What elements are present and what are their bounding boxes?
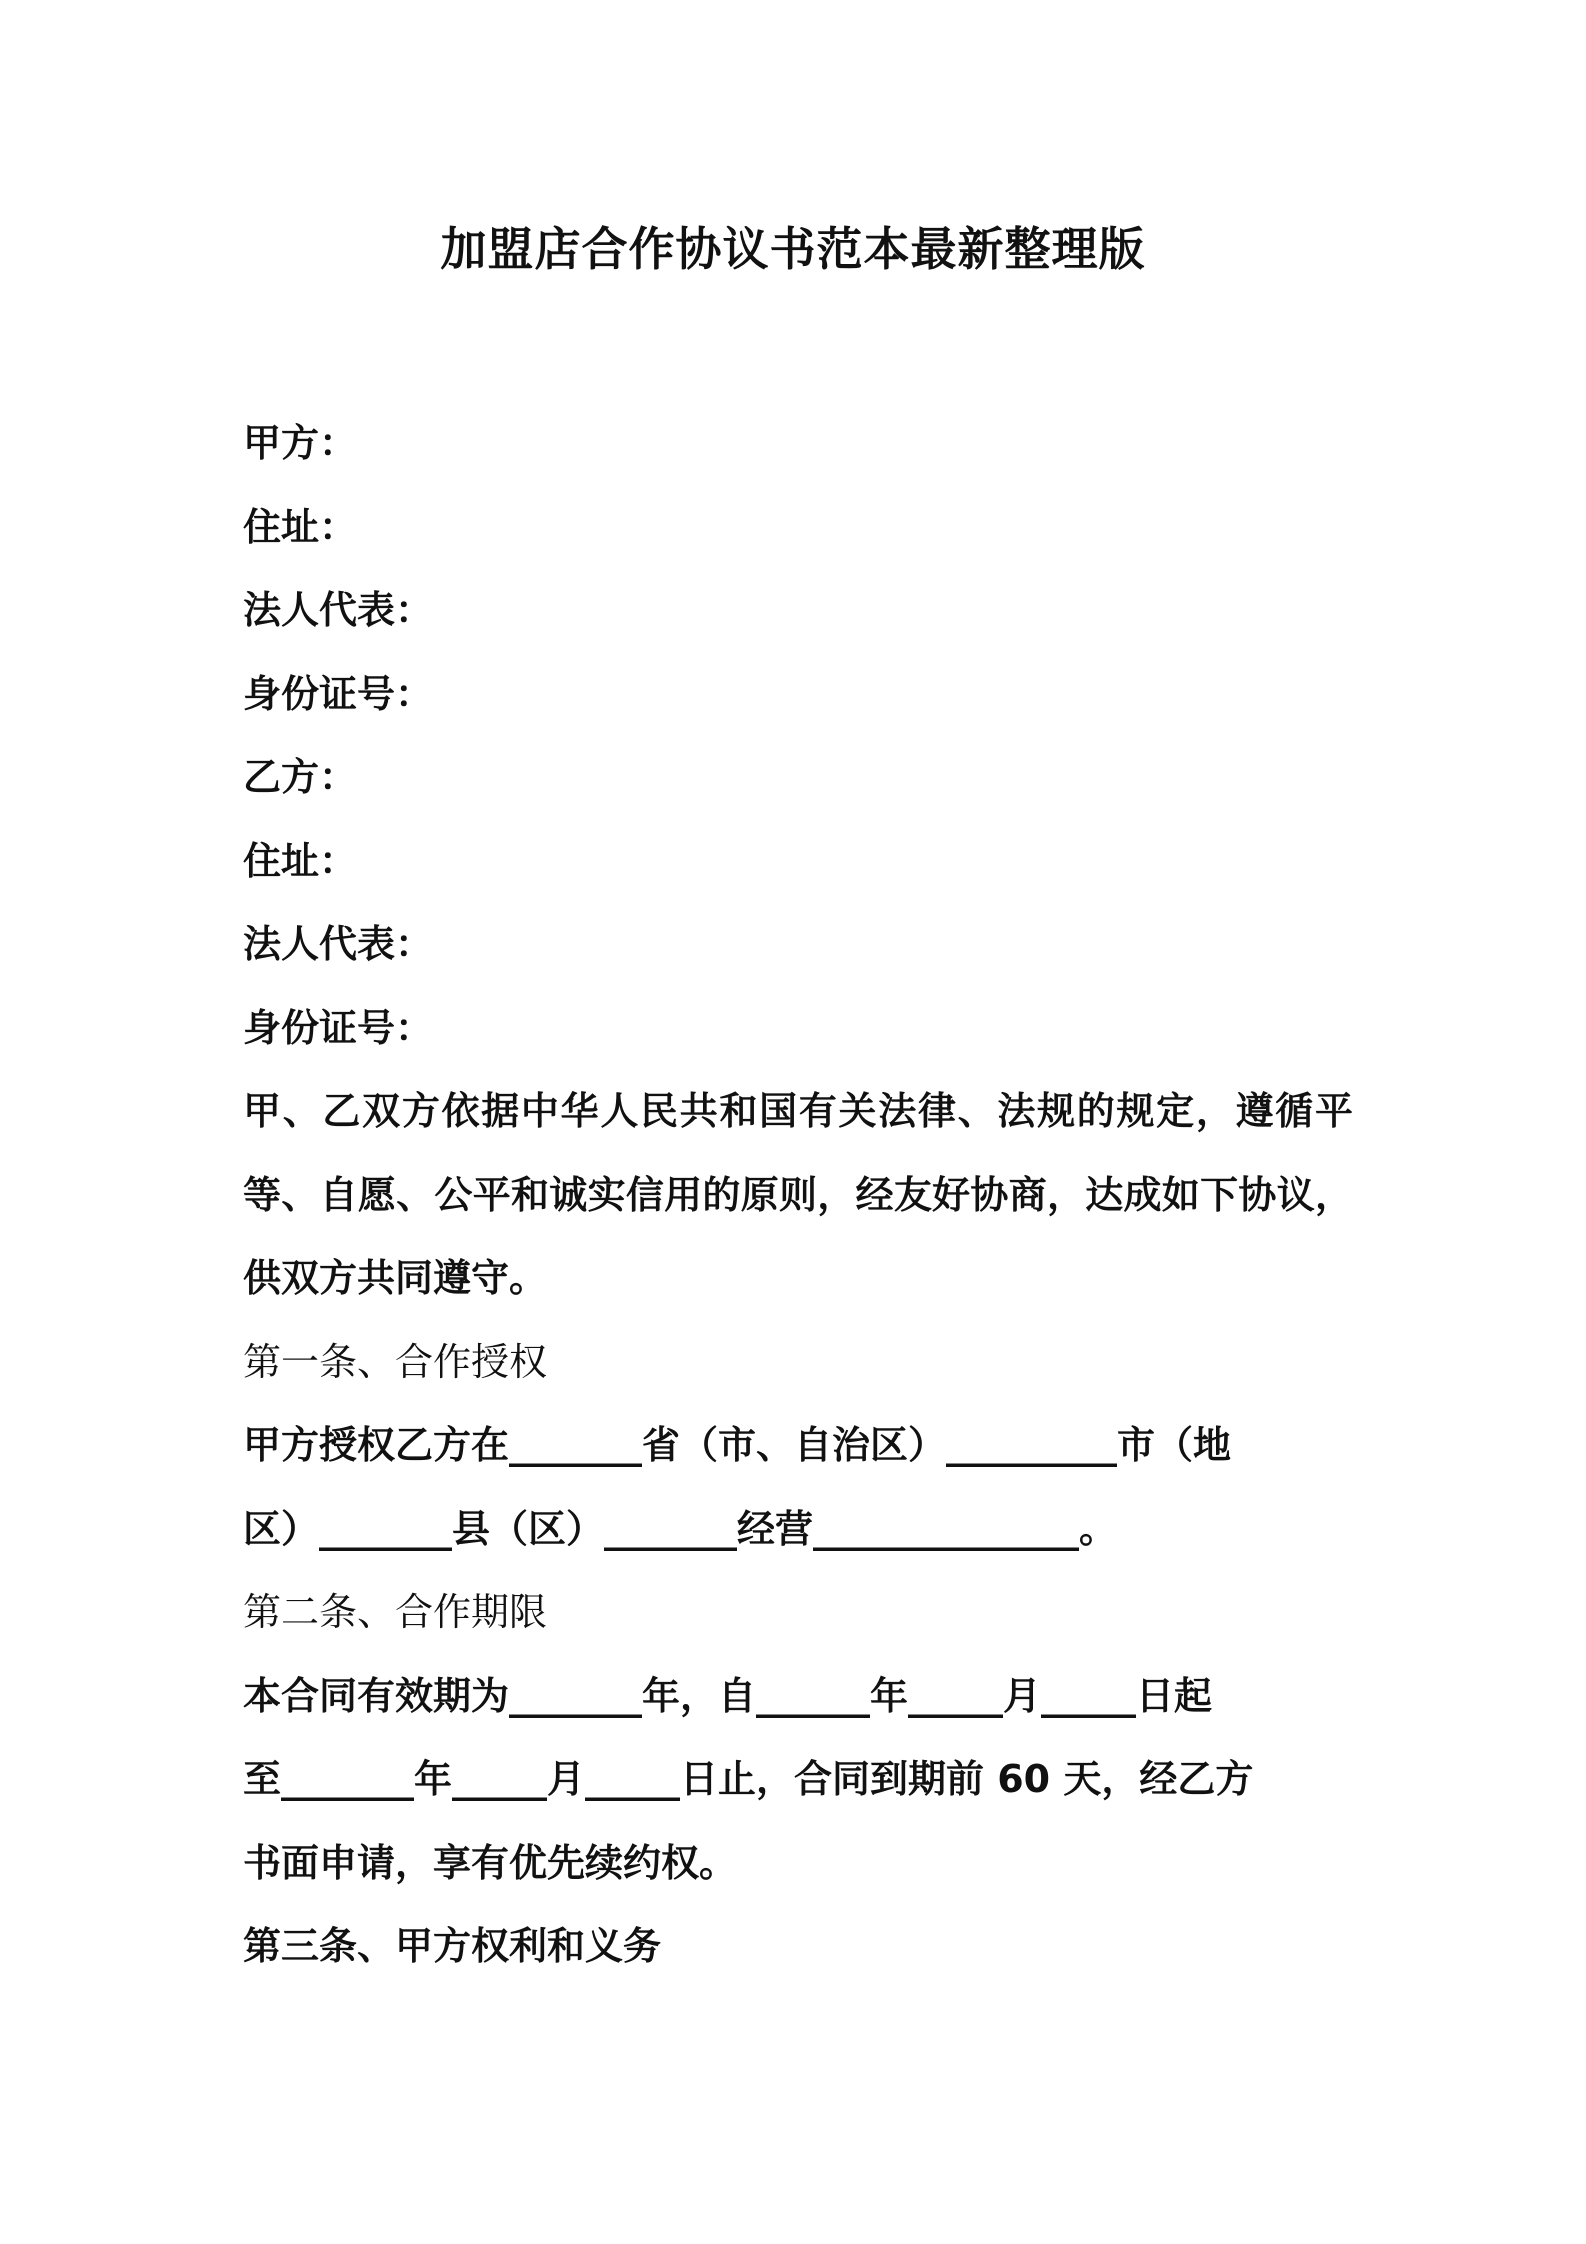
preamble-paragraph: 甲、乙双方依据中华人民共和国有关法律、法规的规定，遵循平等、自愿、公平和诚实信用的原则，经友好协商，达成如下协议，供双方共同遵守。 — [243, 1089, 1353, 1300]
article-1-line-1: 甲方授权乙方在_______省（市、自治区）_________市（地 — [243, 1423, 1232, 1467]
party-b-name-label: 乙方： — [243, 755, 358, 799]
party-a-address-label: 住址： — [243, 504, 358, 549]
article-2-heading: 第二条、合作期限 — [243, 1590, 548, 1634]
article-2-line-3: 书面申请，享有优先续约权。 — [243, 1840, 738, 1885]
article-2-line-2: 至_______年_____月_____日止，合同到期前 60 天，经乙方 — [243, 1757, 1254, 1801]
article-2-line-1: 本合同有效期为_______年，自______年_____月_____日起 — [243, 1673, 1213, 1718]
article-3-heading: 第三条、甲方权利和义务 — [243, 1924, 662, 1968]
article-1-heading: 第一条、合作授权 — [243, 1339, 548, 1384]
party-b-address-label: 住址： — [243, 838, 358, 883]
party-a-id-label: 身份证号： — [243, 671, 434, 716]
document-title: 加盟店合作协议书范本最新整理版 — [440, 222, 1146, 276]
party-a-name-label: 甲方： — [243, 421, 358, 465]
party-a-legal-rep-label: 法人代表： — [243, 588, 434, 632]
party-b-id-label: 身份证号： — [243, 1005, 434, 1050]
document-body — [243, 402, 1353, 1989]
article-1-line-2: 区）_______县（区）_______经营______________。 — [243, 1506, 1118, 1551]
party-b-legal-rep-label: 法人代表： — [243, 922, 434, 966]
